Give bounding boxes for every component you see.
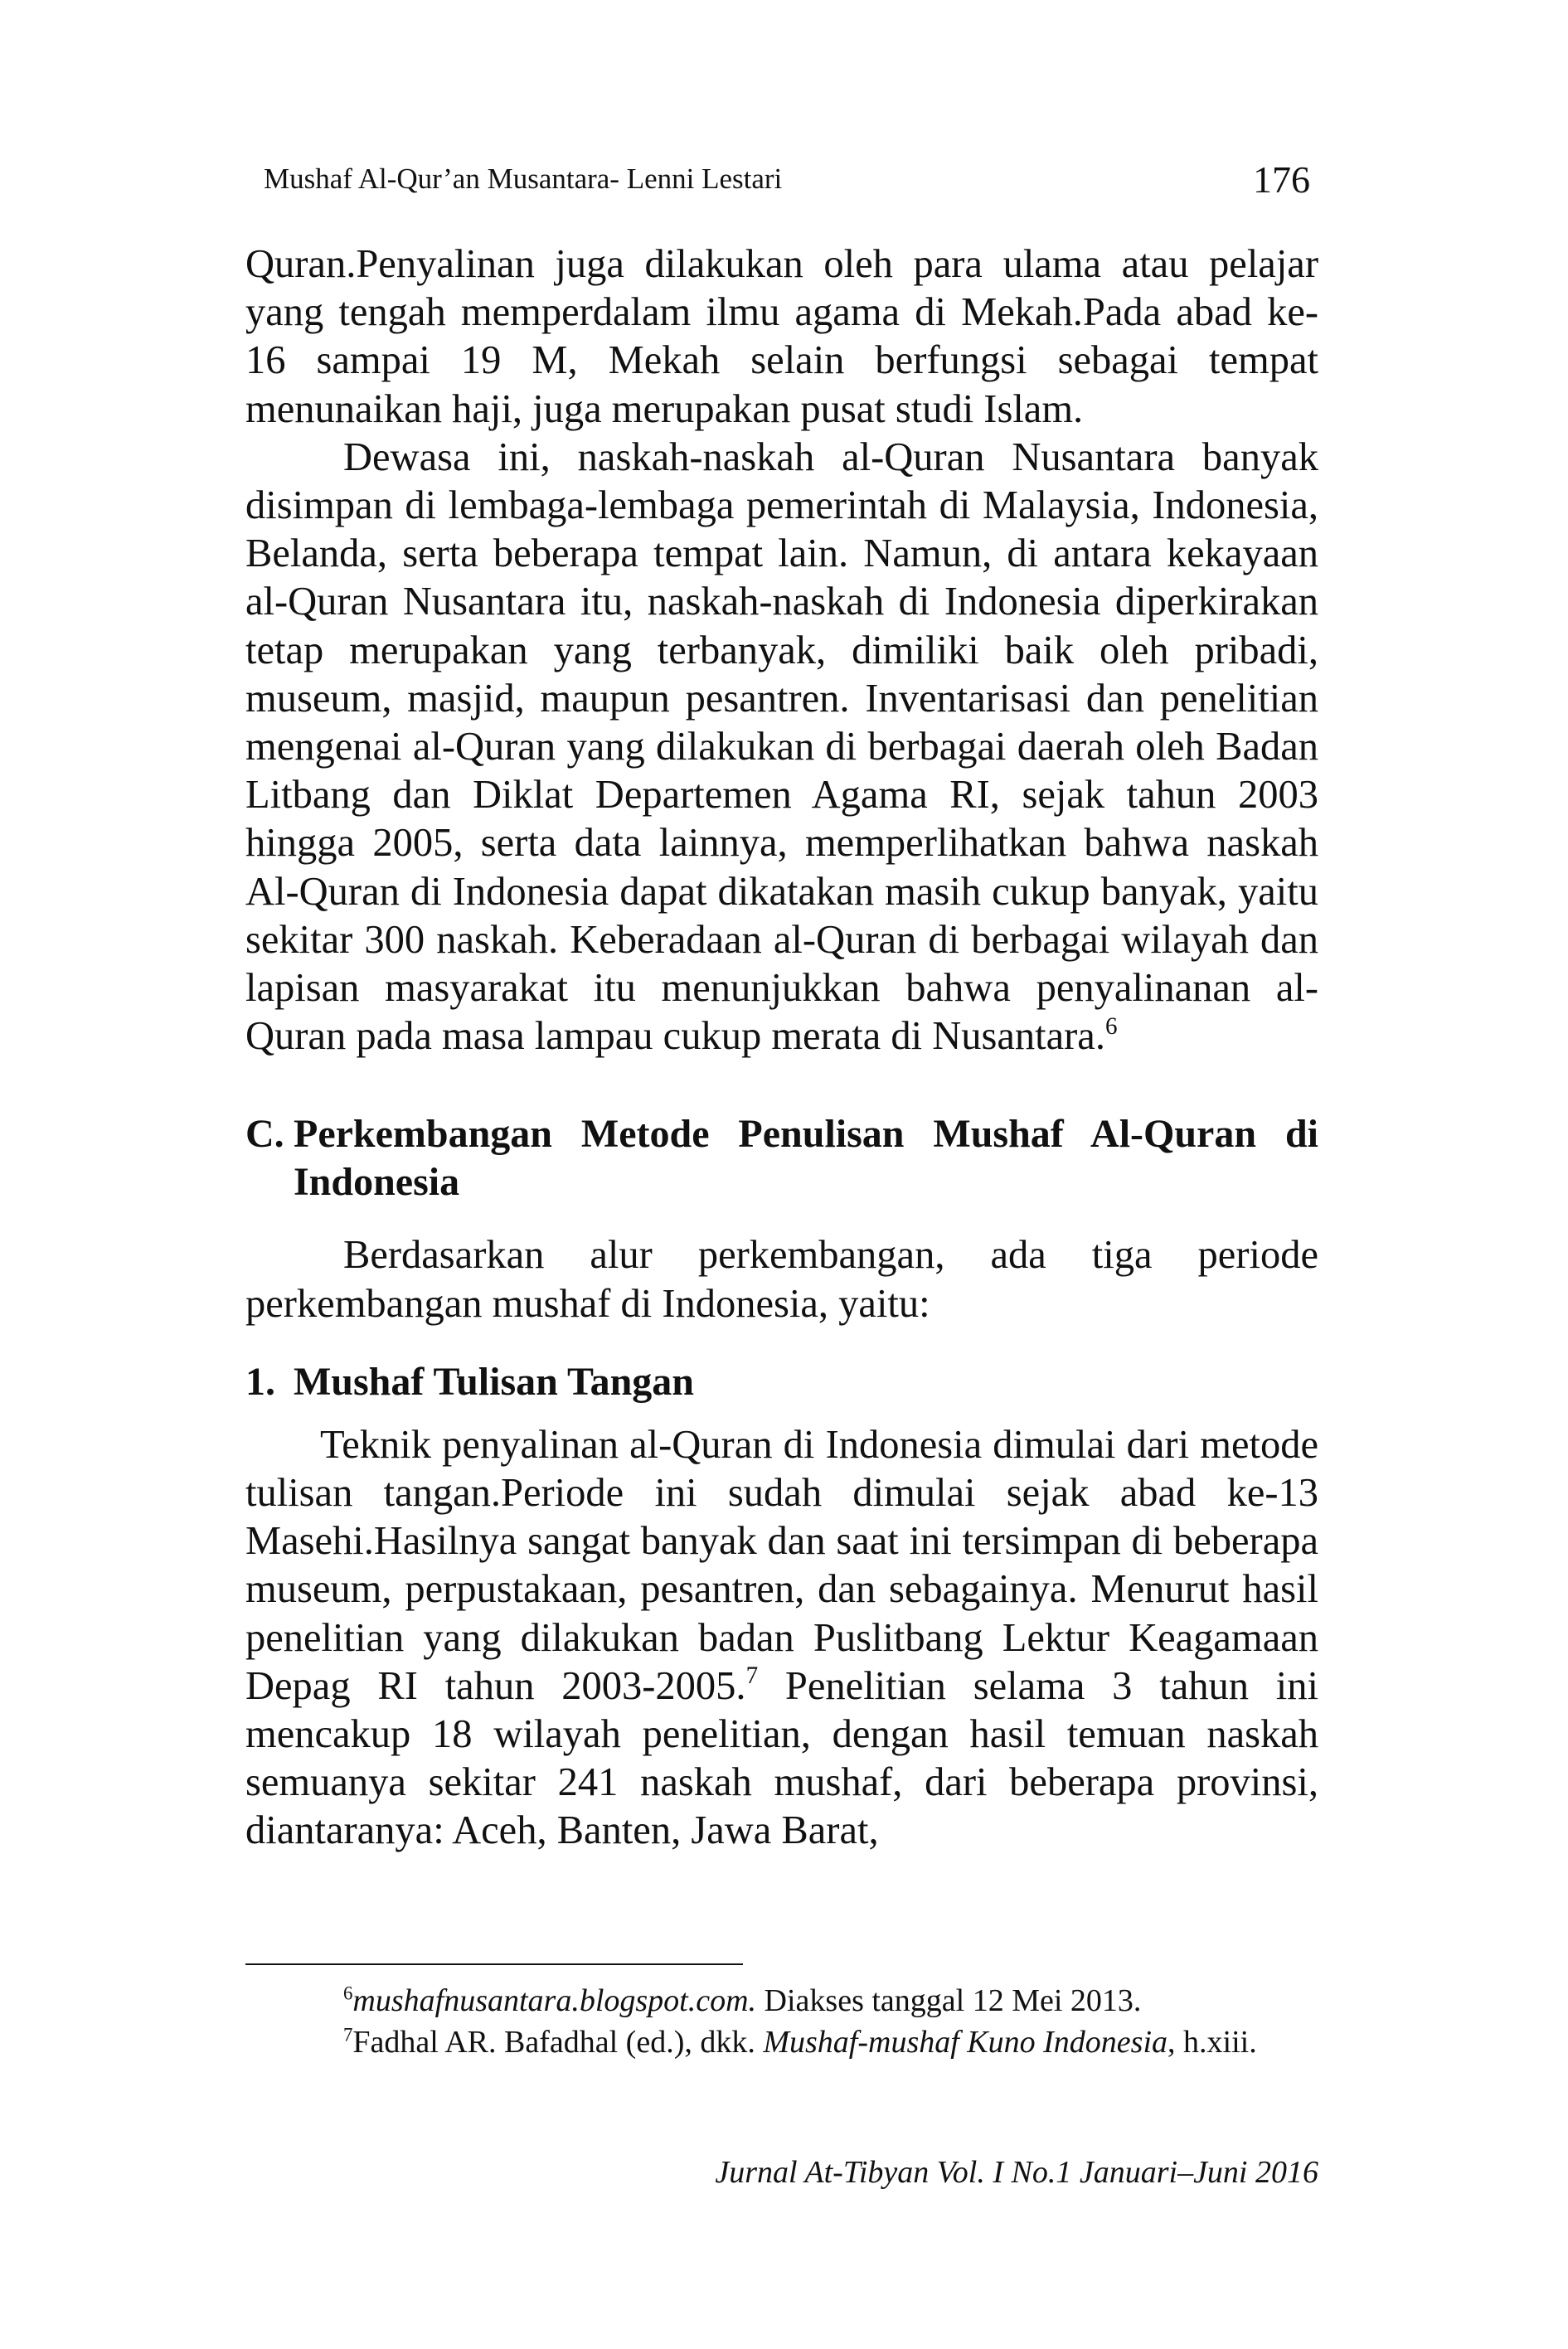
footnote-6-text: Diakses tanggal 12 Mei 2013. [756,1983,1142,2018]
footnote-6-number: 6 [343,1983,353,2004]
subsection-heading-1 [245,1358,1318,1406]
section-heading-c [245,1110,1318,1206]
main-text [245,240,1318,1856]
footnote-ref-7[interactable]: 7 [745,1662,759,1690]
section-title: Perkembangan Metode Penulisan Mushaf Al-Quran di Indonesia [294,1112,1318,1205]
journal-footer: Jurnal At-Tibyan Vol. I No.1 Januari–Juni 2016 [715,2155,1318,2190]
page-number: 176 [1253,158,1310,201]
section-number: C. [245,1112,284,1157]
footnote-divider [245,1963,743,1965]
paragraph-4-text-a: Teknik penyalinan al-Quran di Indonesia dimulai dari metode tulisan tangan.Periode ini sudah dimulai sejak abad ke-13 Masehi.Hasilnya sangat banyak dan saat ini tersimpan di beberapa museum, perpustakaan, pesantren, dan sebagainya. Menurut hasil penelitian yang dilakukan badan Puslitbang Lektur Keagamaan Depag RI tahun 2003-2005. [245,1422,1318,1708]
footnote-7-number: 7 [343,2024,353,2046]
footnote-7-tail: , h.xiii. [1168,2025,1257,2060]
footnote-ref-6[interactable]: 6 [1104,1012,1118,1040]
paragraph-2-text: Dewasa ini, naskah-naskah al-Quran Nusantara banyak disimpan di lembaga-lembaga pemerintah di Malaysia, Indonesia, Belanda, serta beberapa tempat lain. Namun, di antara kekayaan al-Quran Nusantara itu, naskah-naskah di Indonesia diperkirakan tetap merupakan yang terbanyak, dimiliki baik oleh pribadi, museum, masjid, maupun pesantren. Inventarisasi dan penelitian mengenai al-Quran yang dilakukan di berbagai daerah oleh Badan Litbang dan Diklat Departemen Agama RI, sejak tahun 2003 hingga 2005, serta data lainnya, memperlihatkan bahwa naskah Al-Quran di Indonesia dapat dikatakan masih cukup banyak, yaitu sekitar 300 naskah. Keberadaan al-Quran di berbagai wilayah dan lapisan masyarakat itu menunjukkan bahwa penyalinanan al-Quran pada masa lampau cukup merata di Nusantara. [245,434,1318,1059]
footnote-7-title: Mushaf-mushaf Kuno Indonesia [763,2025,1168,2060]
footnote-6-source: mushafnusantara.blogspot.com. [352,1983,757,2018]
subsection-number: 1. [245,1359,275,1404]
footnote-6 [245,1980,1318,2021]
page-header [264,158,1310,207]
subsection-title: Mushaf Tulisan Tangan [294,1359,694,1404]
paragraph-1: Quran.Penyalinan juga dilakukan oleh para ulama atau pelajar yang tengah memperdalam ilmu agama di Mekah.Pada abad ke-16 sampai 19 M, Mekah selain berfungsi sebagai tempat menunaikan haji, juga merupakan pusat studi Islam. [245,242,1318,431]
paragraph-4 [245,1421,1318,1856]
running-head: Mushaf Al-Qur’an Musantara- Lenni Lestari [264,163,783,195]
paragraph-4-text-b: Penelitian selama 3 tahun ini mencakup 18 wilayah penelitian, dengan hasil temuan naskah semuanya sekitar 241 naskah mushaf, dari beberapa provinsi, diantaranya: Aceh, Banten, Jawa Barat, [245,1663,1318,1853]
paragraph-3: Berdasarkan alur perkembangan, ada tiga periode perkembangan mushaf di Indonesia, yaitu: [245,1233,1318,1326]
footnote-7-text: Fadhal AR. Bafadhal (ed.), dkk. [352,2025,764,2060]
footnote-7 [245,2021,1318,2063]
footnotes [245,1980,1318,2063]
paragraph-2 [245,434,1318,1061]
